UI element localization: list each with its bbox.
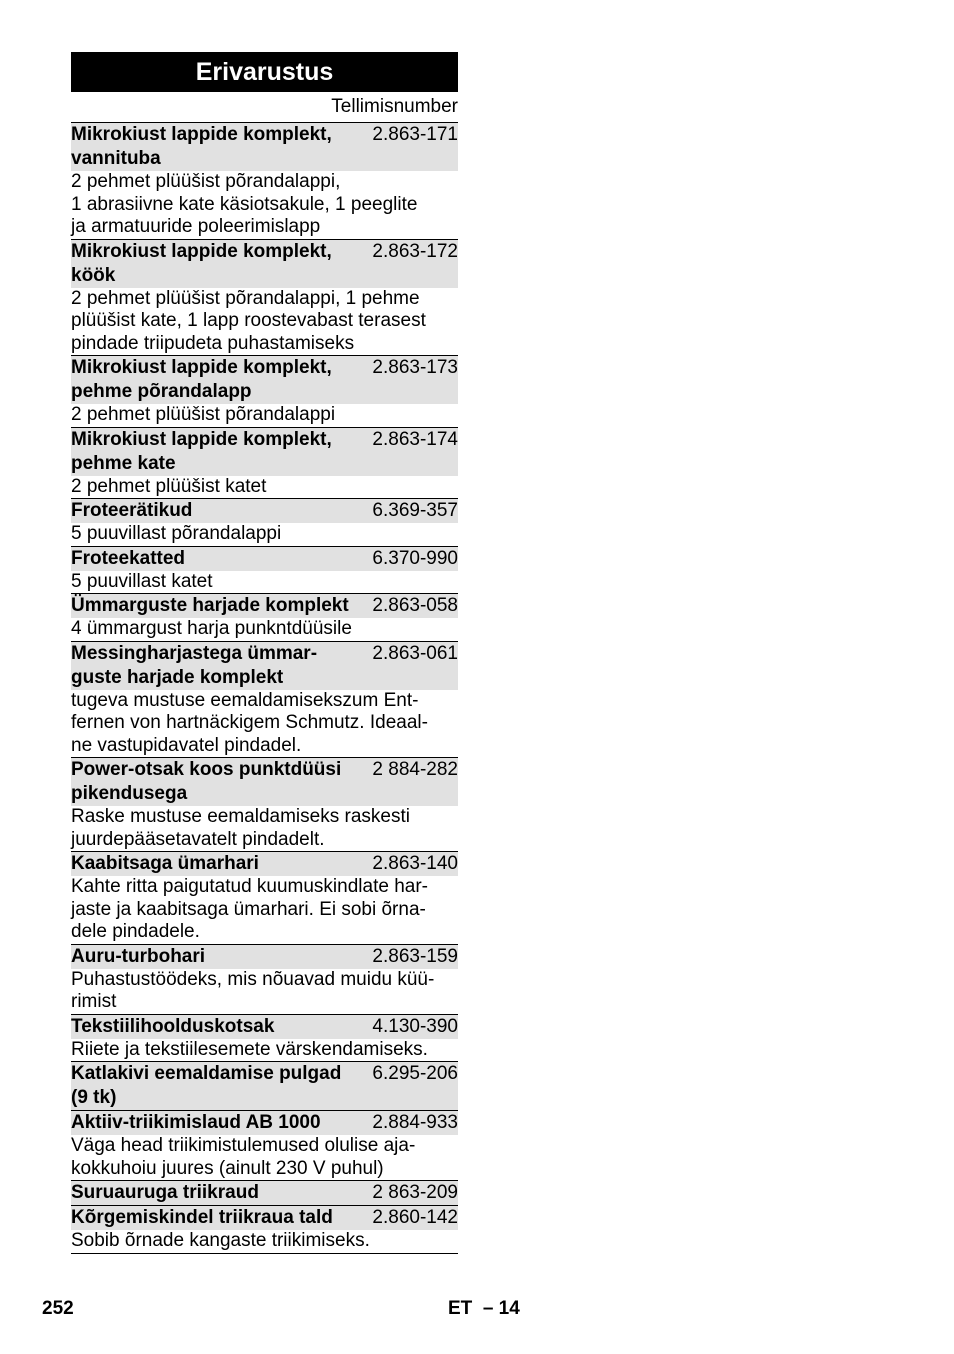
order-number: 2.860-142: [372, 1207, 458, 1228]
accessory-description: Puhastustöödeks, mis nõuavad muidu küü- rimist: [71, 968, 435, 1012]
order-number: 2.863-159: [372, 945, 458, 967]
accessories-table: [71, 52, 458, 1254]
accessory-row: [71, 1110, 458, 1135]
accessory-name: Katlakivi eemaldamise pulgad (9 tk): [71, 1063, 342, 1108]
order-number: 6.370-990: [372, 547, 458, 569]
accessory-name: Tekstiilihoolduskotsak: [71, 1015, 275, 1037]
order-number: 2.863-172: [372, 240, 458, 262]
order-number: 6.295-206: [372, 1063, 458, 1084]
accessory-row: [71, 757, 458, 806]
accessory-description: 2 pehmet plüüšist põrandalappi, 1 pehme plüüšist kate, 1 lapp roostevabast terasest pindade triipudeta puhastamiseks: [71, 287, 426, 354]
accessory-name: Auru-turbohari: [71, 945, 206, 967]
accessory-description: 2 pehmet plüüšist põrandalappi, 1 abrasiivne kate käsiotsakule, 1 peeglite ja armatuuride poleerimislapp: [71, 171, 418, 237]
order-number: 2.863-171: [372, 124, 458, 145]
accessory-name: Suruauruga triikraud: [71, 1182, 259, 1203]
order-number: 2.863-058: [372, 595, 458, 616]
section-title: Erivarustus: [71, 52, 458, 92]
accessory-row: [71, 944, 458, 969]
accessory-row: [71, 1061, 458, 1110]
accessory-row: [71, 239, 458, 288]
bottom-rule: [71, 1253, 458, 1254]
order-number: 2 884-282: [372, 759, 458, 780]
order-number: 2 863-209: [372, 1182, 458, 1203]
accessory-name: Mikrokiust lappide komplekt, pehme põrandalapp: [71, 357, 332, 402]
accessory-row: [71, 1180, 458, 1205]
accessory-description: Sobib õrnade kangaste triikimiseks.: [71, 1230, 370, 1251]
accessory-description: 2 pehmet plüüšist katet: [71, 475, 267, 497]
accessory-row: [71, 1205, 458, 1230]
accessory-description: 5 puuvillast katet: [71, 570, 213, 592]
accessory-row: [71, 355, 458, 404]
order-number: 6.369-357: [372, 500, 458, 521]
accessory-row: [71, 122, 458, 171]
accessory-name: Power-otsak koos punktdüüsi pikendusega: [71, 759, 342, 804]
order-number: 2.863-173: [372, 357, 458, 378]
accessory-description: Kahte ritta paigutatud kuumuskindlate har- jaste ja kaabitsaga ümarhari. Ei sobi õrna- dele pindadele.: [71, 876, 428, 942]
order-number: 2.884-933: [372, 1112, 458, 1133]
accessory-description: Väga head triikimistulemused olulise aja- kokkuhoiu juures (ainult 230 V puhul): [71, 1135, 416, 1179]
accessory-name: Froteerätikud: [71, 500, 193, 521]
accessory-row: [71, 546, 458, 571]
order-number-header: Tellimisnumber: [331, 96, 458, 117]
order-number: 2.863-061: [372, 642, 458, 664]
accessory-name: Froteekatted: [71, 547, 186, 569]
accessory-name: Mikrokiust lappide komplekt, vannituba: [71, 124, 332, 169]
accessory-name: Kõrgemiskindel triikraua tald: [71, 1207, 333, 1228]
accessory-name: Aktiiv-triikimislaud AB 1000: [71, 1112, 321, 1133]
accessory-description: tugeva mustuse eemaldamisekszum Ent- fernen von hartnäckigem Schmutz. Ideaal- ne vastupidavatel pindadel.: [71, 689, 428, 756]
accessory-row: [71, 498, 458, 523]
accessory-row: [71, 593, 458, 618]
order-number: 2.863-174: [372, 428, 458, 450]
accessory-description: 4 ümmargust harja punkntdüüsile: [71, 618, 352, 639]
accessory-list: [71, 122, 458, 1253]
accessory-name: Messingharjastega ümmar- guste harjade komplekt: [71, 642, 318, 688]
accessory-name: Mikrokiust lappide komplekt, pehme kate: [71, 428, 332, 474]
language-page-label: ET – 14: [448, 1298, 520, 1319]
accessory-name: Kaabitsaga ümarhari: [71, 853, 259, 874]
page-number: 252: [42, 1298, 74, 1319]
accessory-row: [71, 641, 458, 690]
accessory-description: Raske mustuse eemaldamiseks raskesti juurdepääsetavatelt pindadelt.: [71, 806, 410, 850]
accessory-row: [71, 1014, 458, 1039]
accessory-description: 2 pehmet plüüšist põrandalappi: [71, 404, 336, 425]
accessory-name: Mikrokiust lappide komplekt, köök: [71, 240, 332, 286]
accessory-description: 5 puuvillast põrandalappi: [71, 523, 282, 544]
accessory-description: Riiete ja tekstiilesemete värskendamiseks.: [71, 1038, 428, 1060]
accessory-row: [71, 427, 458, 476]
order-number: 4.130-390: [372, 1015, 458, 1037]
order-number: 2.863-140: [372, 853, 458, 874]
accessory-name: Ümmarguste harjade komplekt: [71, 595, 349, 616]
accessory-row: [71, 851, 458, 876]
